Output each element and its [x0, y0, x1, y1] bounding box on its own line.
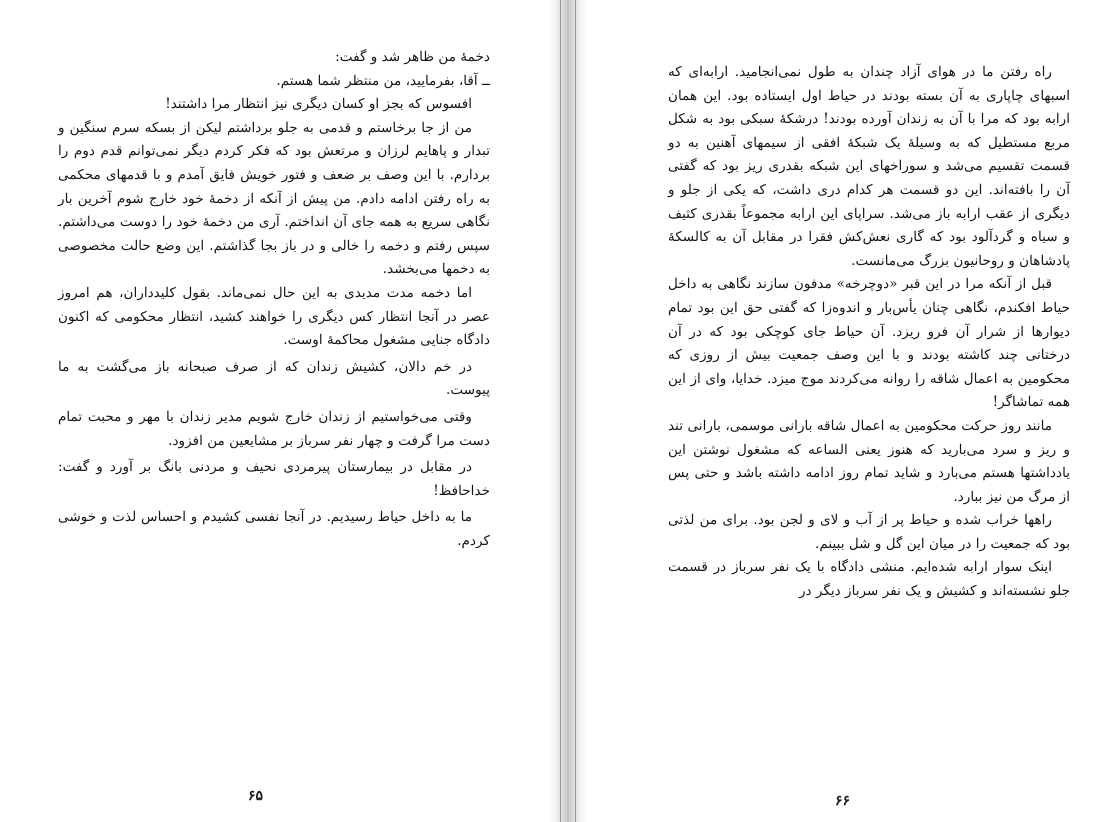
paragraph: دخمهٔ من ظاهر شد و گفت: — [335, 49, 490, 65]
paragraph: راه رفتن ما در هوای آزاد چندان به طول نمی‌انجامید. ارابه‌ای که اسبهای چاپاری به آن بسته بودند در حیاط اول ایستاده بود. این همان ارابه بود که مرا با آن به زندان آورده بودند! درشکهٔ سبکی بود به شکل مربع مستطیل که به وسیلهٔ یک شبکهٔ افقی از سیمهای آهنین به دو قسمت تقسیم می‌شد و سوراخهای این شبکه بقدری ریز بود که گفتی آن را بافته‌اند. این دو قسمت هر کدام دری داشت، که یکی از جلو و دیگری از عقب ارابه باز می‌شد. سراپای این ارابه مجموعاً بقدری کثیف و سیاه و گردآلود بود که گاری نعش‌کش فقرا در مقابل آن به کالسکهٔ پادشاهان و روحانیون بزرگ می‌مانست. — [668, 64, 1070, 269]
paragraph: اما دخمه مدت مدیدی به این حال نمی‌ماند. بقول کلیدداران، هم امروز عصر در آنجا انتظار کس دیگری را خواهند کشید، انتظار محکومی که اکنون دادگاه جنایی مشغول محاکمهٔ اوست. — [58, 284, 490, 349]
page-number: ۶۶ — [835, 793, 851, 809]
paragraph: در مقابل در بیمارستان پیرمردی نحیف و مردنی بانگ بر آورد و گفت: خداحافظ! — [58, 459, 490, 499]
paragraph: اینک سوار ارابه شده‌ایم. منشی دادگاه با یک نفر سرباز در قسمت جلو نشسته‌اند و کشیش و یک نفر سرباز دیگر در — [668, 559, 1070, 600]
page-65 — [0, 0, 548, 822]
gutter-edge-right — [575, 0, 576, 822]
paragraph: راهها خراب شده و حیاط پر از آب و لای و لجن بود. برای من لذتی بود که جمعیت را در میان این گل و شل ببینم. — [668, 512, 1070, 552]
page-66-text — [668, 61, 1070, 604]
page-gutter — [548, 0, 588, 822]
paragraph: ما به داخل حیاط رسیدیم. در آنجا نفسی کشیدم و احساس لذت و خوشی کردم. — [58, 509, 490, 549]
paragraph: من از جا برخاستم و قدمی به جلو برداشتم لیکن از بسکه سرم سنگین و تبدار و پاهایم لرزان و مرتعش بود که فکر کردم دیگر نمی‌توانم قدم دوم را بردارم. با این وصف بر ضعف و فتور خویش فایق آمدم و با قدمهای محکمی به راه رفتن ادامه دادم. من پیش از آنکه از دخمهٔ خود خارج شوم آخرین بار نگاهی سریع به همه جای آن انداختم. آری من دخمهٔ خود را دوست می‌داشتم. سپس رفتم و دخمه را خالی و در باز بجا گذاشتم. این وضع حالت مخصوصی به دخمها می‌بخشد. — [58, 119, 490, 278]
gutter-edge-left — [560, 0, 561, 822]
paragraph: وقتی می‌خواستیم از زندان خارج شویم مدیر زندان با مهر و محبت تمام دست مرا گرفت و چهار نفر سرباز بر مشایعین من افزود. — [58, 408, 490, 449]
paragraph: در خم دالان، کشیش زندان که از صرف صبحانه باز می‌گشت به ما پیوست. — [58, 358, 490, 399]
page-number: ۶۵ — [248, 788, 264, 804]
paragraph: ــ آقا، بفرمایید، من منتظر شما هستم. — [276, 72, 490, 89]
paragraph: مانند روز حرکت محکومین به اعمال شاقه بارانی موسمی، بارانی تند و ریز و سرد می‌بارید که هنوز یعنی الساعه که مشغول نوشتن این یادداشتها هستم می‌بارد و شاید تمام روز ادامه داشته باشد و حتی پس از مرگ من نیز ببارد. — [668, 417, 1070, 505]
paragraph: قبل از آنکه مرا در این قبر «دوچرخه» مدفون سازند نگاهی به داخل حیاط افکندم، نگاهی چنان یأس‌بار و اندوه‌زا که گفتی حق این بود تمام دیوارها از شرار آن فرو ریزد. آن حیاط جای کوچکی بود که در آن درختانی چند کاشته بودند و با این وصف جمعیت بیش از روزی که محکومین به اعمال شاقه را روانه می‌کردند موج میزد. خدایا، وای از این همه تماشاگر! — [668, 276, 1070, 411]
paragraph: افسوس که بجز او کسان دیگری نیز انتظار مرا داشتند! — [165, 96, 472, 113]
page-66 — [588, 0, 1107, 822]
page-65-text — [58, 46, 490, 553]
